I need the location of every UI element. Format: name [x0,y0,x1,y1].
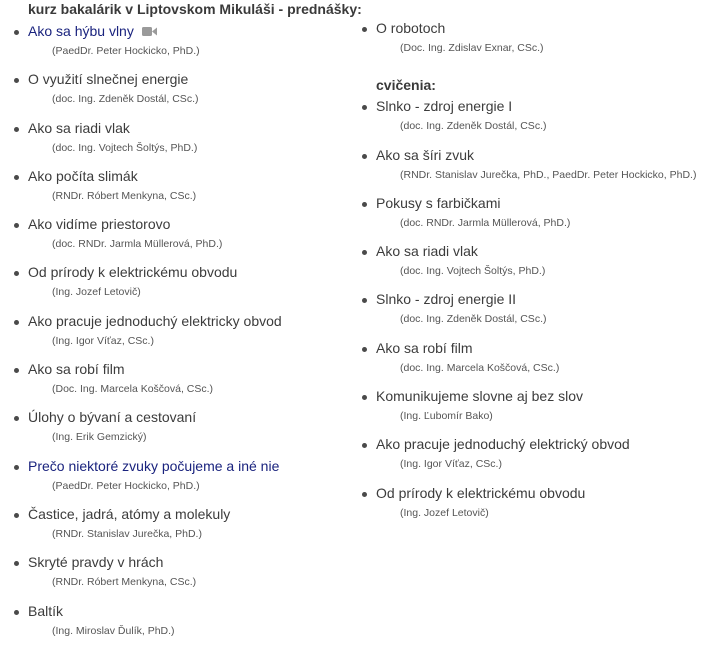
video-camera-icon[interactable] [142,26,157,37]
list-item [0,262,352,310]
lecture-author: (Ing. Igor Víťaz, CSc.) [52,334,154,347]
list-item [352,386,708,434]
bullet-icon [14,561,19,566]
bullet-icon [362,298,367,303]
exercise-title: Slnko - zdroj energie II [376,291,517,308]
lecture-author: (doc. Ing. Vojtech Šoltýs, PhD.) [52,141,198,154]
exercises-list [352,96,708,531]
exercise-author: (Ing. Jozef Letovič) [400,506,489,519]
list-item [352,483,708,531]
bullet-icon [14,610,19,615]
bullet-icon [14,223,19,228]
lectures-list-continued [352,18,708,66]
lectures-heading: kurz bakalárik v Liptovskom Mikuláši - prednášky: [28,1,362,17]
lecture-author: (PaedDr. Peter Hockicko, PhD.) [52,45,200,57]
bullet-icon [362,202,367,207]
bullet-icon [14,465,19,470]
lecture-title: Úlohy o bývaní a cestovaní [28,409,197,426]
list-item [0,407,352,455]
list-item [0,214,352,262]
lecture-title: Skryté pravdy v hrách [28,554,164,571]
lecture-author: (Ing. Jozef Letovič) [52,286,141,299]
exercise-author: (RNDr. Stanislav Jurečka, PhD., PaedDr. Peter Hockicko, PhD.) [400,168,697,181]
lecture-author: (RNDr. Róbert Menkyna, CSc.) [52,189,197,202]
list-item [0,21,352,69]
lecture-author: (RNDr. Stanislav Jurečka, PhD.) [52,527,202,540]
exercise-title: Ako pracuje jednoduchý elektrický obvod [376,436,630,453]
bullet-icon [14,513,19,518]
lecture-title: Ako počíta slimák [28,167,138,184]
lecture-link-sounds[interactable]: Prečo niektoré zvuky počujeme a iné nie [28,457,280,474]
list-item [0,311,352,359]
lecture-author: (Doc. Ing. Zdislav Exnar, CSc.) [400,42,544,54]
exercise-author: (doc. Ing. Vojtech Šoltýs, PhD.) [400,265,546,278]
lecture-author: (Doc. Ing. Marcela Koščová, CSc.) [52,383,214,396]
list-item [352,18,708,66]
lecture-author: (Ing. Erik Gemzický) [52,431,147,444]
bullet-icon [362,492,367,497]
bullet-icon [14,127,19,132]
lecture-title: Od prírody k elektrickému obvodu [28,264,238,281]
list-item [352,338,708,386]
exercise-author: (Ing. Igor Víťaz, CSc.) [400,458,502,471]
lecture-title: Ako vidíme priestorovo [28,216,171,233]
list-item [0,456,352,504]
exercises-heading: cvičenia: [376,77,436,94]
list-item [352,241,708,289]
bullet-icon [362,105,367,110]
bullet-icon [14,320,19,325]
bullet-icon [14,416,19,421]
bullet-icon [362,347,367,352]
exercise-title: Ako sa riadi vlak [376,243,478,260]
bullet-icon [362,154,367,159]
lecture-title[interactable]: Ako sa hýbu vlny [28,23,134,39]
exercises-column [352,0,708,531]
exercise-title: Slnko - zdroj energie I [376,98,513,115]
lecture-title: O využití slnečnej energie [28,71,189,88]
list-item [0,601,352,649]
bullet-icon [362,250,367,255]
bullet-icon [362,27,367,32]
lecture-author: (doc. RNDr. Jarmla Müllerová, PhD.) [52,238,223,251]
lecture-author: (Ing. Miroslav Ďulík, PhD.) [52,624,175,637]
exercise-author: (doc. Ing. Zdeněk Dostál, CSc.) [400,120,547,133]
lecture-title: O robotoch [376,20,446,36]
bullet-icon [14,368,19,373]
lecture-author: (RNDr. Róbert Menkyna, CSc.) [52,576,197,589]
list-item [352,434,708,482]
exercise-author: (doc. Ing. Marcela Koščová, CSc.) [400,361,560,374]
bullet-icon [362,395,367,400]
lectures-list [0,21,352,649]
list-item [0,69,352,117]
exercise-title: Ako sa robí film [376,339,473,356]
exercise-author: (doc. RNDr. Jarmla Müllerová, PhD.) [400,216,571,229]
lecture-author: (doc. Ing. Zdeněk Dostál, CSc.) [52,93,199,106]
lecture-link-waves[interactable] [28,21,352,41]
bullet-icon [14,175,19,180]
exercise-title: Od prírody k elektrickému obvodu [376,484,586,501]
list-item [352,96,708,144]
lecture-title: Ako sa robí film [28,361,125,378]
lecture-author: (PaedDr. Peter Hockicko, PhD.) [52,479,200,492]
list-item [0,166,352,214]
list-item [0,552,352,600]
bullet-icon [14,78,19,83]
list-item [352,289,708,337]
lecture-title: Častice, jadrá, atómy a molekuly [28,505,231,522]
lecture-title: Ako sa riadi vlak [28,119,130,136]
exercise-title: Pokusy s farbičkami [376,194,501,211]
list-item [0,504,352,552]
lecture-title: Baltík [28,602,64,619]
exercise-author: (doc. Ing. Zdeněk Dostál, CSc.) [400,313,547,326]
exercise-author: (Ing. Ľubomír Bako) [400,410,493,423]
list-item [352,193,708,241]
lecture-title: Ako pracuje jednoduchý elektricky obvod [28,312,282,329]
exercise-title: Komunikujeme slovne aj bez slov [376,388,583,405]
exercise-title: Ako sa šíri zvuk [376,146,475,163]
bullet-icon [14,30,19,35]
list-item [0,118,352,166]
list-item [0,359,352,407]
bullet-icon [14,271,19,276]
bullet-icon [362,443,367,448]
list-item [352,145,708,193]
